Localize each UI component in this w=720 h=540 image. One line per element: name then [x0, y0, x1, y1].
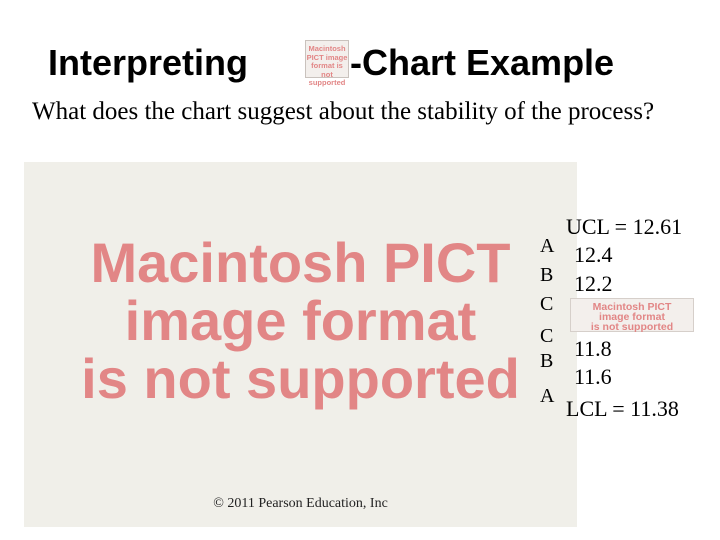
- upper-b-limit-label: 12.2: [574, 271, 613, 296]
- title-text-end: -Chart Example: [350, 42, 615, 83]
- lcl-label: LCL = 11.38: [566, 396, 679, 421]
- question-text: What does the chart suggest about the stability of the process?: [32, 98, 655, 125]
- zone-label-lower-c: C: [540, 325, 554, 347]
- ucl-label: UCL = 12.61: [566, 214, 683, 239]
- lower-a-limit-label: 11.6: [574, 364, 612, 389]
- zone-label-upper-a: A: [540, 235, 555, 257]
- slide-title: [0, 42, 720, 96]
- lower-b-limit-label: 11.8: [574, 336, 612, 361]
- chart-image-placeholder: [24, 162, 577, 527]
- center-line-image-placeholder: Macintosh PICT image format is not supported: [570, 298, 694, 332]
- title-text-start: Interpreting: [48, 42, 249, 83]
- zone-label-upper-b: B: [540, 264, 554, 286]
- upper-a-limit-label: 12.4: [574, 242, 613, 267]
- zone-label-lower-b: B: [540, 350, 554, 372]
- unsupported-image-icon: Macintosh PICT image format is not supported: [305, 40, 349, 78]
- zone-label-upper-c: C: [540, 293, 554, 315]
- zone-label-lower-a: A: [540, 385, 555, 407]
- copyright-notice: © 2011 Pearson Education, Inc: [213, 496, 388, 511]
- unsupported-image-message: Macintosh PICT image format is not supported: [81, 231, 520, 410]
